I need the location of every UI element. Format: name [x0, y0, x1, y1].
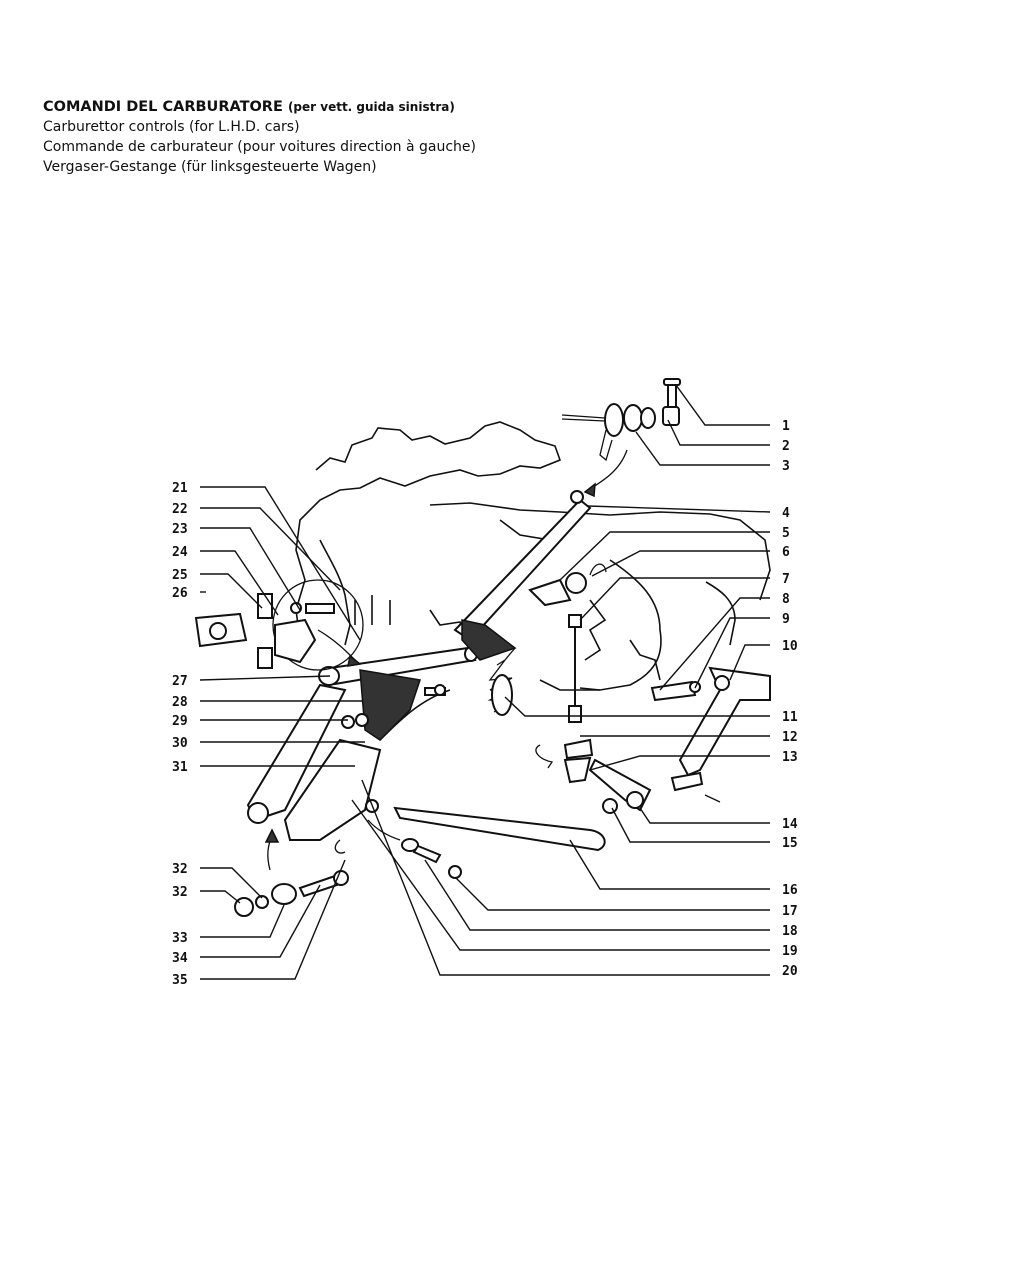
callout-35: 35: [172, 973, 188, 988]
throttle-cable-assembly: [562, 379, 680, 496]
title-english: Carburettor controls (for L.H.D. cars): [43, 119, 300, 135]
title-french: Commande de carburateur (pour voitures direction à gauche): [43, 139, 476, 155]
callout-17: 17: [782, 904, 798, 919]
callout-8: 8: [782, 592, 790, 607]
small-hardware-left: [235, 830, 348, 916]
callout-10: 10: [782, 639, 798, 654]
callout-2: 2: [782, 439, 790, 454]
callout-27: 27: [172, 674, 188, 689]
callout-13: 13: [782, 750, 798, 765]
title-italian-main: COMANDI DEL CARBURATORE: [43, 99, 283, 115]
callout-12: 12: [782, 730, 798, 745]
callout-16: 16: [782, 883, 798, 898]
callout-26: 26: [172, 586, 188, 601]
callout-5: 5: [782, 526, 790, 541]
callout-6: 6: [782, 545, 790, 560]
callout-23: 23: [172, 522, 188, 537]
callout-32a: 32: [172, 862, 188, 877]
callout-24: 24: [172, 545, 188, 560]
callout-9: 9: [782, 612, 790, 627]
callout-30: 30: [172, 736, 188, 751]
title-german: Vergaser-Gestange (für linksgesteuerte Wagen): [43, 159, 377, 175]
callout-31: 31: [172, 760, 188, 775]
callout-33: 33: [172, 931, 188, 946]
callout-numbers-right: [782, 419, 798, 979]
callout-20: 20: [782, 964, 798, 979]
callout-29: 29: [172, 714, 188, 729]
callout-numbers-left: [172, 481, 188, 988]
right-bracket: [652, 668, 770, 802]
callout-4: 4: [782, 506, 790, 521]
leader-lines-left: [200, 487, 365, 979]
callout-32b: 32: [172, 885, 188, 900]
callout-1: 1: [782, 419, 790, 434]
callout-15: 15: [782, 836, 798, 851]
callout-11: 11: [782, 710, 798, 725]
callout-25: 25: [172, 568, 188, 583]
callout-3: 3: [782, 459, 790, 474]
callout-34: 34: [172, 951, 188, 966]
vertical-rod: [530, 564, 606, 722]
lower-right-linkage: [366, 740, 650, 878]
callout-7: 7: [782, 572, 790, 587]
callout-19: 19: [782, 944, 798, 959]
callout-28: 28: [172, 695, 188, 710]
tension-spring: [490, 648, 515, 715]
callout-14: 14: [782, 817, 798, 832]
callout-22: 22: [172, 502, 188, 517]
callout-18: 18: [782, 924, 798, 939]
bracket-parts: [196, 580, 363, 670]
callout-21: 21: [172, 481, 188, 496]
title-italian-paren: (per vett. guida sinistra): [287, 100, 455, 114]
